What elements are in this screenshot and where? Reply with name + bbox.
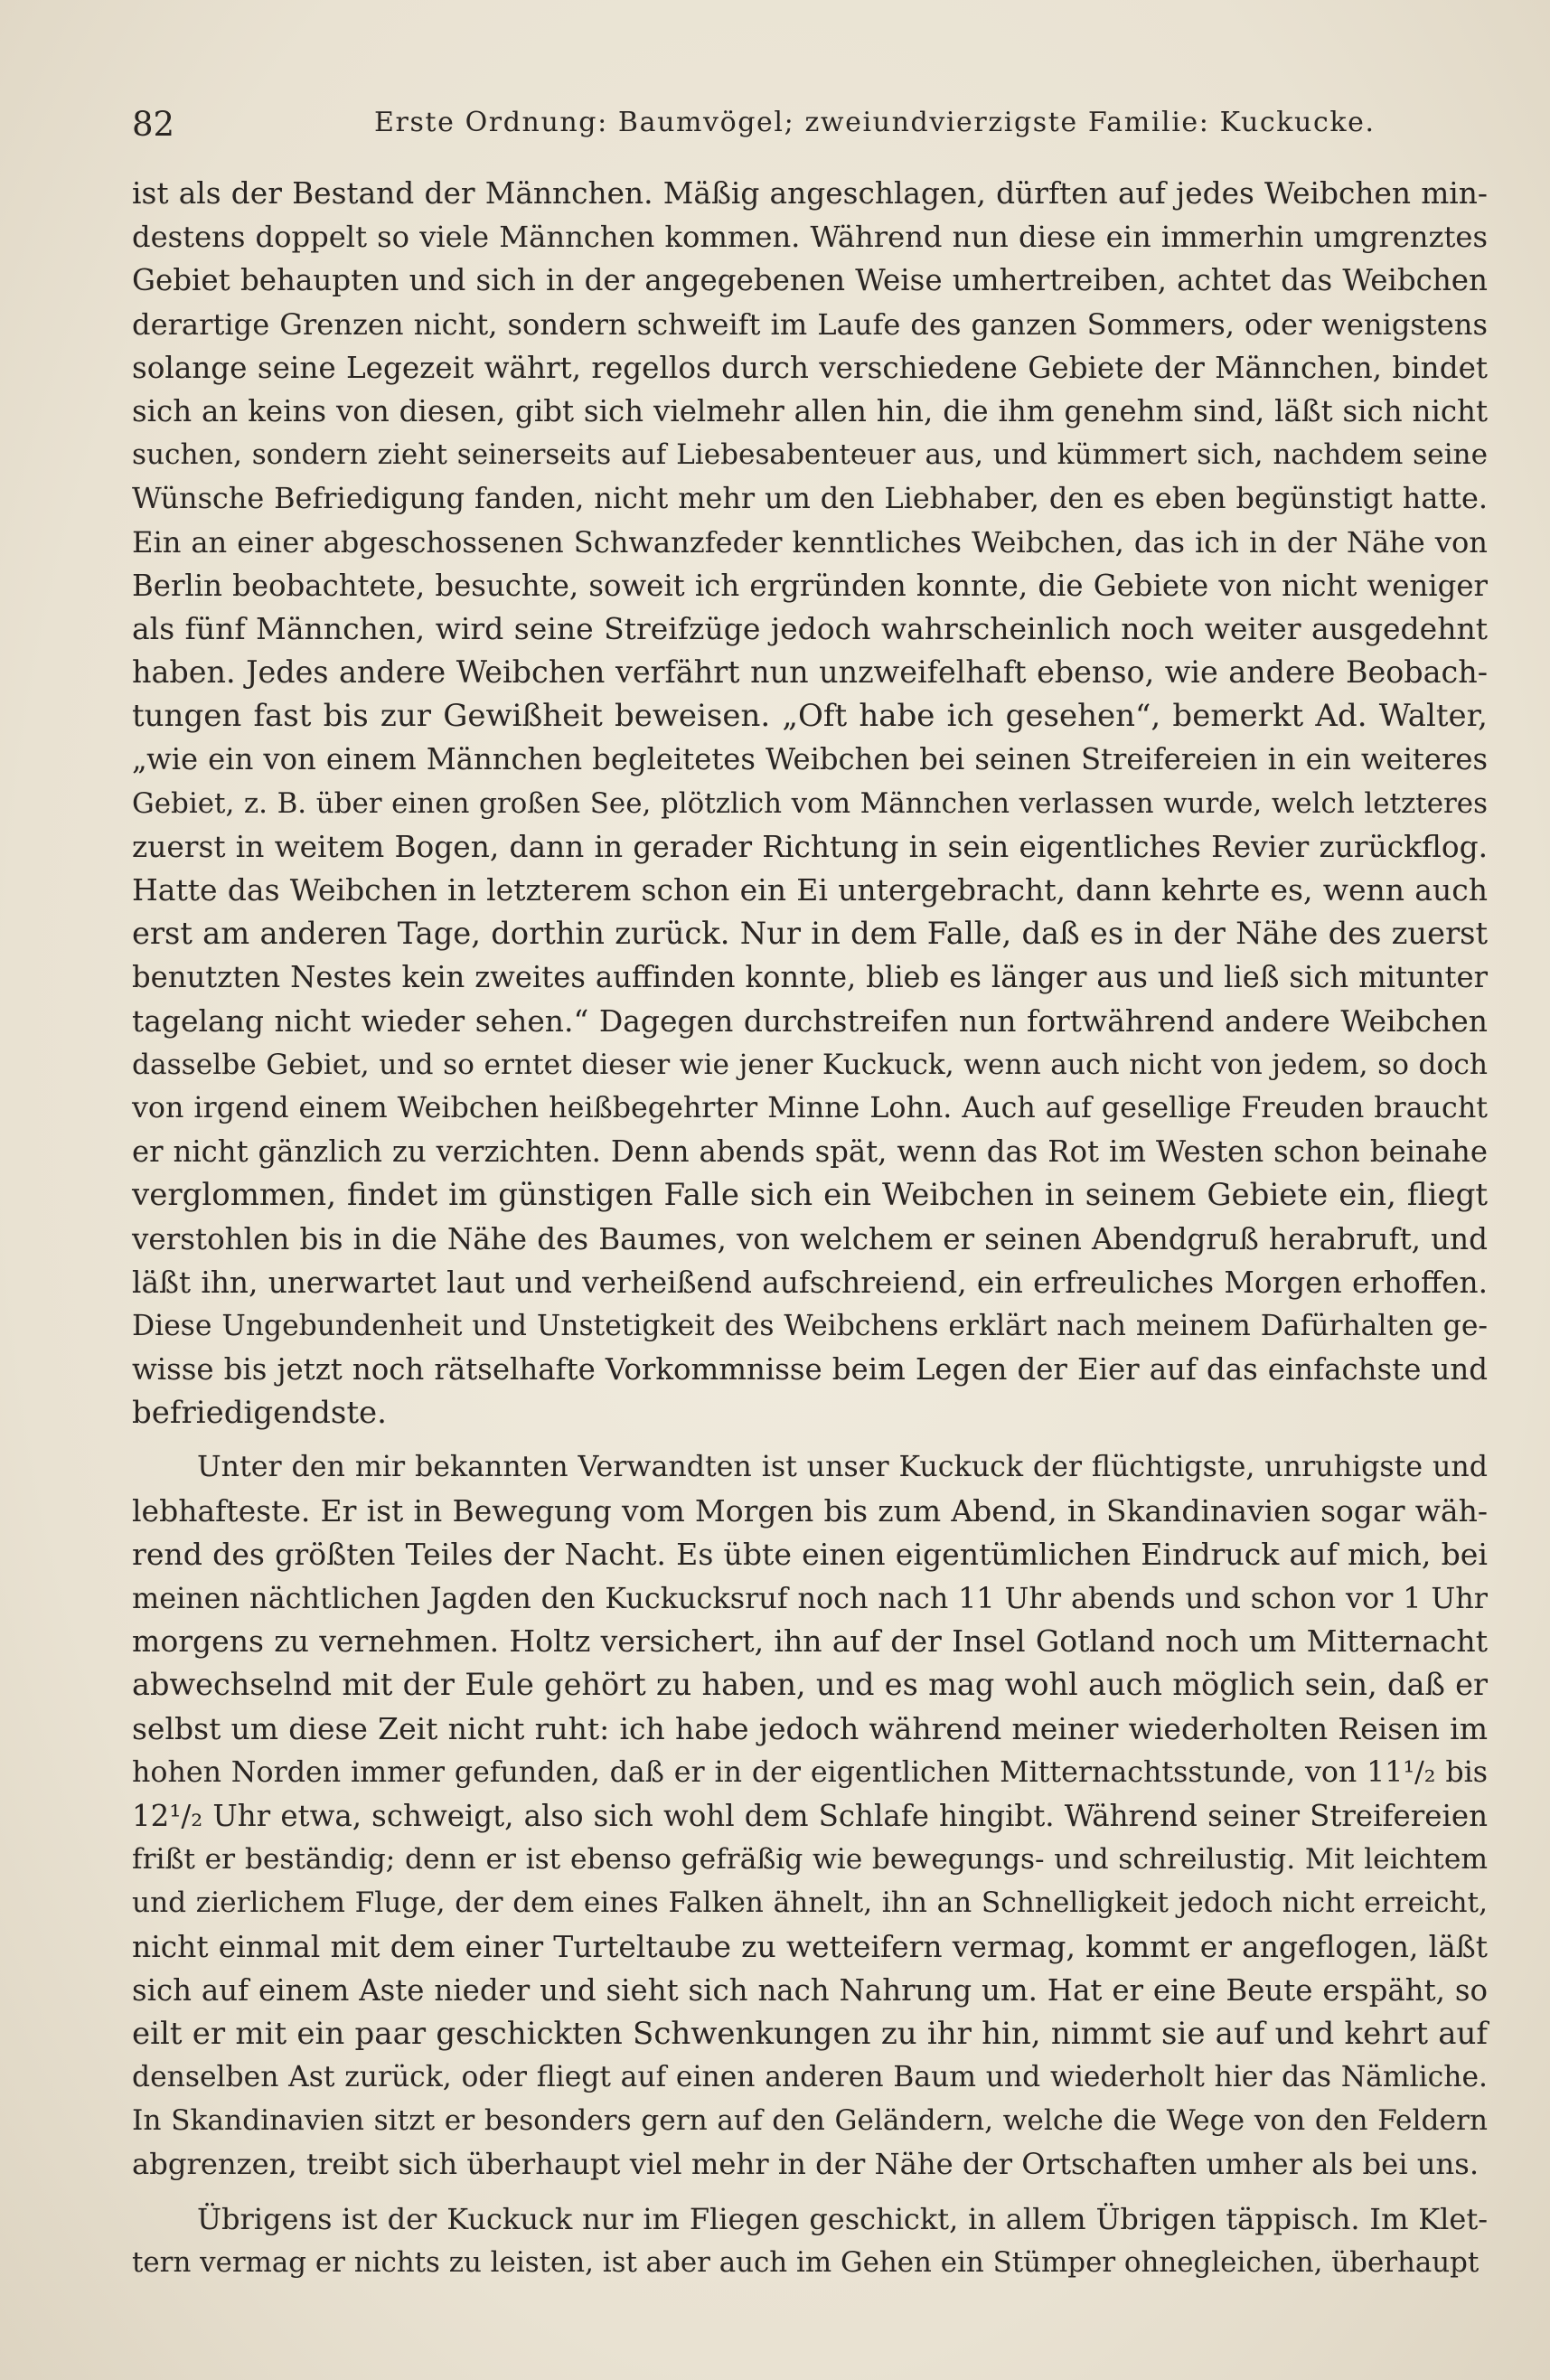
text-line: nicht einmal mit dem einer Turteltaube zu wetteifern vermag, kommt er angeflogen, läßt	[132, 1928, 1488, 1964]
text-line: befriedigendste.	[132, 1395, 387, 1432]
text-line: selbst um diese Zeit nicht ruht: ich habe jedoch während meiner wiederholten Reisen im	[132, 1710, 1488, 1746]
text-line: suchen, sondern zieht seinerseits auf Liebesabenteuer aus, und kümmert sich, nachdem seine	[132, 438, 1488, 472]
text-line: verstohlen bis in die Nähe des Baumes, von welchem er seinen Abendgruß herabruft, und	[132, 1221, 1488, 1256]
text-line: dasselbe Gebiet, und so erntet dieser wie jener Kuckuck, wenn auch nicht von jedem, so doch	[132, 1048, 1488, 1081]
text-line: tungen fast bis zur Gewißheit beweisen. „Oft habe ich gesehen“, bemerkt Ad. Walter,	[132, 698, 1488, 735]
text-line: sich an keins von diesen, gibt sich vielmehr allen hin, die ihm genehm sind, läßt sich nicht	[132, 393, 1488, 428]
text-line: rend des größten Teiles der Nacht. Es übte einen eigentümlichen Eindruck auf mich, bei	[132, 1536, 1488, 1572]
text-line: haben. Jedes andere Weibchen verfährt nun unzweifelhaft ebenso, wie andere Beobach-	[132, 654, 1488, 691]
text-line: Ein an einer abgeschossenen Schwanzfeder kenntliches Weibchen, das ich in der Nähe von	[132, 524, 1488, 560]
text-line: Gebiet behaupten und sich in der angegebenen Weise umhertreiben, achtet das Weibchen	[132, 263, 1488, 298]
text-line: verglommen, findet im günstigen Falle sich ein Weibchen in seinem Gebiete ein, fliegt	[132, 1177, 1488, 1214]
text-line: tern vermag er nichts zu leisten, ist aber auch im Gehen ein Stümper ohnegleichen, überhaupt	[132, 2245, 1480, 2279]
text-line: Übrigens ist der Kuckuck nur im Fliegen geschickt, in allem Übrigen täppisch. Im Klet-	[197, 2201, 1488, 2236]
text-line: von irgend einem Weibchen heißbegehrter Minne Lohn. Auch auf gesellige Freuden braucht	[132, 1091, 1488, 1124]
page-header	[132, 98, 1497, 152]
text-line: als fünf Männchen, wird seine Streifzüge jedoch wahrscheinlich noch weiter ausgedehnt	[132, 610, 1488, 646]
text-line: Unter den mir bekannten Verwandten ist unser Kuckuck der flüchtigste, unruhigste und	[197, 1451, 1488, 1484]
text-line: destens doppelt so viele Männchen kommen. Während nun diese ein immerhin umgrenztes	[132, 220, 1488, 255]
text-line: ist als der Bestand der Männchen. Mäßig angeschlagen, dürften auf jedes Weibchen min-	[132, 176, 1488, 211]
text-line: frißt er beständig; denn er ist ebenso gefräßig wie bewegungs- und schreilustig. Mit leichtem	[132, 1843, 1488, 1877]
text-line: Diese Ungebundenheit und Unstetigkeit des Weibchens erklärt nach meinem Dafürhalten ge-	[132, 1309, 1488, 1342]
text-line: solange seine Legezeit währt, regellos durch verschiedene Gebiete der Männchen, bindet	[132, 350, 1488, 385]
text-line: benutzten Nestes kein zweites auffinden konnte, blieb es länger aus und ließ sich mitunter	[132, 960, 1488, 995]
text-line: „wie ein von einem Männchen begleitetes Weibchen bei seinen Streifereien in ein weiteres	[132, 742, 1488, 777]
text-line: 12¹/₂ Uhr etwa, schweigt, also sich wohl dem Schlafe hingibt. Während seiner Streifereien	[132, 1798, 1488, 1833]
paragraph	[132, 172, 1488, 1435]
text-line: denselben Ast zurück, oder fliegt auf einen anderen Baum und wiederholt hier das Nämliche.	[132, 2061, 1488, 2094]
running-head: Erste Ordnung: Baumvögel; zweiundvierzigste Familie: Kuckucke.	[374, 107, 1376, 138]
text-line: In Skandinavien sitzt er besonders gern auf den Geländern, welche die Wege von den Feldern	[132, 2104, 1488, 2138]
body-text	[132, 172, 1488, 2284]
text-line: und zierlichem Fluge, der dem eines Falken ähnelt, ihn an Schnelligkeit jedoch nicht erreicht,	[132, 1886, 1488, 1920]
page-number: 82	[132, 105, 175, 144]
text-line: eilt er mit ein paar geschickten Schwenkungen zu ihr hin, nimmt sie auf und kehrt auf	[132, 2015, 1488, 2052]
text-line: tagelang nicht wieder sehen.“ Dagegen durchstreifen nun fortwährend andere Weibchen	[132, 1002, 1488, 1039]
text-line: wisse bis jetzt noch rätselhafte Vorkommnisse beim Legen der Eier auf das einfachste und	[132, 1352, 1488, 1388]
text-line: derartige Grenzen nicht, sondern schweift im Laufe des ganzen Sommers, oder wenigstens	[132, 306, 1488, 342]
text-line: abwechselnd mit der Eule gehört zu haben, und es mag wohl auch möglich sein, daß er	[132, 1667, 1488, 1703]
paragraph	[132, 2197, 1488, 2284]
paragraph	[132, 1445, 1488, 2186]
text-line: meinen nächtlichen Jagden den Kuckucksruf noch nach 11 Uhr abends und schon vor 1 Uhr	[132, 1581, 1488, 1615]
text-line: Wünsche Befriedigung fanden, nicht mehr um den Liebhaber, den es eben begünstigt hatte.	[132, 481, 1488, 516]
text-line: hohen Norden immer gefunden, daß er in der eigentlichen Mitternachtsstunde, von 11¹/₂ bis	[132, 1755, 1488, 1789]
text-line: erst am anderen Tage, dorthin zurück. Nur in dem Falle, daß es in der Nähe des zuerst	[132, 916, 1488, 952]
text-line: lebhafteste. Er ist in Bewegung vom Morgen bis zum Abend, in Skandinavien sogar wäh-	[132, 1492, 1488, 1529]
text-line: Berlin beobachtete, besuchte, soweit ich ergründen konnte, die Gebiete von nicht weniger	[132, 568, 1488, 603]
text-line: Gebiet, z. B. über einen großen See, plötzlich vom Männchen verlassen wurde, welch letzteres	[132, 786, 1488, 820]
text-line: er nicht gänzlich zu verzichten. Denn abends spät, wenn das Rot im Westen schon beinahe	[132, 1134, 1488, 1170]
text-line: läßt ihn, unerwartet laut und verheißend aufschreiend, ein erfreuliches Morgen erhoffen.	[132, 1265, 1488, 1300]
text-line: abgrenzen, treibt sich überhaupt viel mehr in der Nähe der Ortschaften umher als bei uns.	[132, 2147, 1480, 2182]
text-line: zuerst in weitem Bogen, dann in gerader Richtung in sein eigentliches Revier zurückflog.	[132, 829, 1488, 864]
text-line: morgens zu vernehmen. Holtz versichert, ihn auf der Insel Gotland noch um Mitternacht	[132, 1623, 1488, 1660]
text-line: Hatte das Weibchen in letzterem schon ein Ei untergebracht, dann kehrte es, wenn auch	[132, 872, 1488, 908]
text-line: sich auf einem Aste nieder und sieht sich nach Nahrung um. Hat er eine Beute erspäht, so	[132, 1972, 1488, 2008]
